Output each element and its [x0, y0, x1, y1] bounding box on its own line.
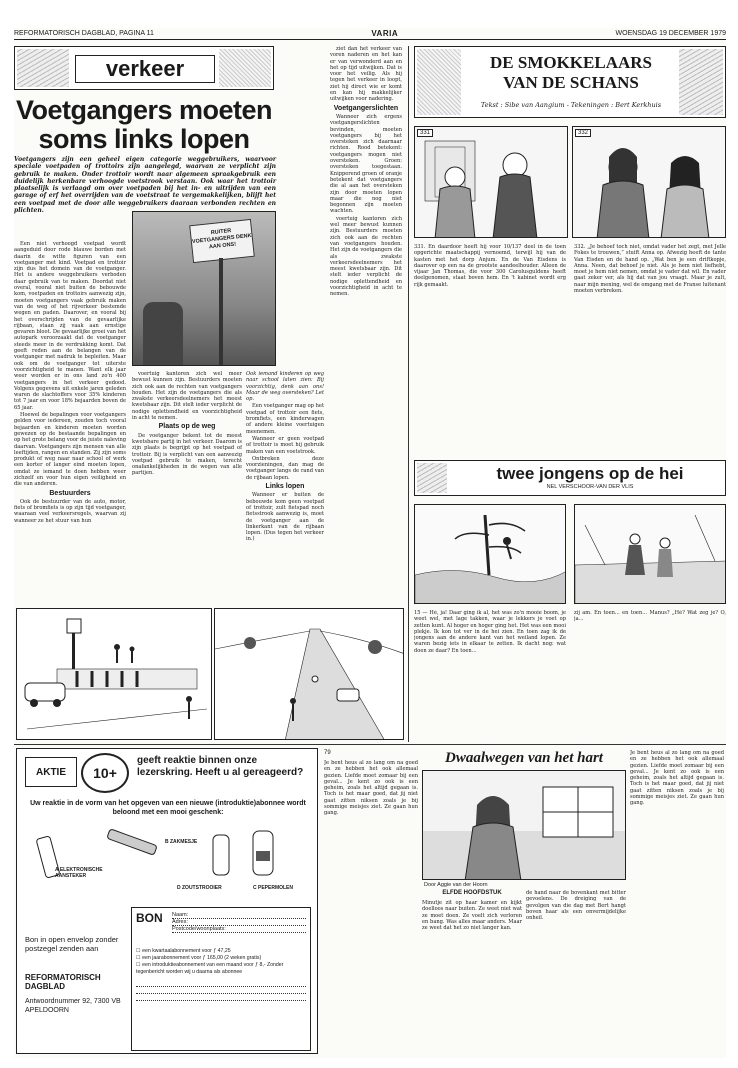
option-kwartaal[interactable] — [136, 948, 306, 955]
aktie-tag — [81, 753, 129, 793]
gift-b-label: B ZAKMESJE — [165, 839, 198, 845]
col1-para-1: Een niet verhoogd voetpad wordt aangeduid door rode blauwe borden met daarin de witte figuren van een voetganger met kind. Voetpad en trottoir zijn dus het domein van de voetganger. Het is andere weggebruikers verboden daar gebruik van te maken. Doordat niet overal, vooral niet buiten de bebouwde kom, voetpaden en trottoirs aanwezig zijn, moeten voetgangers vaak gebruik maken van de weg of het rijverkeer bestemde wegen en paden. Daarover, en vooral bij het overschrijden van de gevaarlijke rijbaan, staan zij vaak aan ernstige gevaren bloot. De gevaarlijke groei van het autopark veroorzaakt dat de voetganger steeds meer in de verdrukking komt. Dat geeft reden aan de belangen van de voetganger met nadruk te bepleiten. Maar ook om de voetganger tot uiterste voorzichtigheid te manen. Want elk jaar weer worden er in ons land zo'n 400 voetgangers in het verkeer gedood. Volgens gegevens uit enkele jaren geleden waren de slachtoffers voor 35% kinderen tot 7 jaar en voor 18% bejaarden boven de 65 jaar. — [14, 241, 126, 411]
jongens-panel-right — [574, 504, 726, 604]
aktie-advertisement — [16, 748, 318, 1054]
jongens-comic — [414, 460, 726, 742]
street-crossing-drawing — [17, 609, 212, 740]
comic-panel-332 — [572, 126, 726, 238]
option-jaar[interactable] — [136, 955, 306, 962]
panel-332-drawing — [573, 127, 726, 238]
dwaalwegen-title: Dwaalwegen van het hart — [445, 750, 603, 766]
smokkelaars-banner — [414, 46, 726, 118]
checkbox-icon: ☐ — [136, 955, 143, 961]
aktie-headline: geeft reaktie binnen onze lezerskring. Heeft u al gereageerd? — [137, 755, 304, 778]
photo-sign: RUITER VOETGANGERS DENK AAN ONS! — [189, 219, 255, 263]
subhead-voetgangerslichten: Voetgangerslichten — [333, 104, 399, 112]
col4-para-3: voertuig kantoren zich wel meer bewust kunnen zijn. Bestuurders moeten zich ook aan de rechten van voetgangers houden. Het zijn de voetgangers die als zwakste verkeersdeelnemers het meest kwetsbaar zijn. Dit stelt ieder verplicht de nodige oplettendheid en voorzichtigheid in acht te nemen. — [330, 215, 402, 298]
verkeer-banner-label: verkeer — [105, 56, 185, 81]
field-postcode[interactable] — [172, 926, 306, 933]
verkeer-headline — [14, 96, 274, 154]
field-postcode-label: Postcode/woonplaats: — [172, 926, 226, 932]
verkeer-col-4 — [330, 46, 402, 601]
aktie-tab-label: AKTIE — [36, 766, 66, 778]
photo-caption: Ook iemand kinderen op weg naar school laten zien: Bij voorzichtig, denk aan ons! Maar de weg oversteken? Let op. — [246, 371, 324, 403]
col2-para-1: voertuig kantoren zich wel meer bewust kunnen zijn. Bestuurders moeten zich ook aan de rechten van voetgangers houden. Het zijn de voetgangers die als zwakste verkeersdeelnemers het meest kwetsbaar zijn. Dit stelt ieder verplicht de nodige oplettendheid en voorzichtigheid in acht te nemen. — [132, 371, 242, 422]
dwaalwegen-illustration — [422, 770, 626, 880]
send-to-org: REFORMATORISCH DAGBLAD — [25, 973, 101, 991]
checkbox-icon: ☐ — [136, 948, 143, 954]
bullet-2: Wanneer er geen voetpad of trottoir is moet hij gebruik maken van een voetstrook. — [246, 435, 324, 455]
jongens-panel-left-drawing — [415, 505, 566, 604]
option-introduktie-label: een introduktieabonnement van een maand voor ƒ 8,- Zonder tegenbericht worden wij u daarna als abonnee — [136, 962, 284, 975]
col3-para-1: Wanneer er buiten de bebouwde kom geen voetpad of trottoir, zult fietspad noch fietsstrook aanwezig is, moet de voetganger aan de linkerkant van de rijbaan lopen. (Dus tegen het verkeer in.) — [246, 492, 324, 543]
verkeer-col-2 — [132, 371, 242, 601]
dwaalwegen-col-3: de hand naar de bovenkant met bitter gevoelens. De dreiging van de gevolgen van die dag met Bert hangt boven haar als een onvermijdelijke onheil. — [526, 890, 626, 922]
verkeer-illustration-left — [16, 608, 212, 740]
col2-para-2: De voetganger bekent tot de meest kwetsbare partij in het verkeer. Daarom is zijn plaats is begrijpt op het voetpad of trottoir. Bij is verplicht van een aanwezig voetpad gebruik te maken, terecht onafankelijkheden in de wegen van alle partijen. — [132, 432, 242, 477]
verkeer-col-3 — [246, 371, 324, 601]
gift-c-label: C PEPERMOLEN — [253, 885, 294, 891]
bullet-3: Ontbreken deze voorzieningen, dan mag de voetganger langs de rand van de rijbaan lopen. — [246, 455, 324, 481]
option-introduktie[interactable] — [136, 962, 306, 976]
comic-title-line-2: VAN DE SCHANS — [503, 73, 639, 92]
panel-331-drawing — [415, 127, 568, 238]
jongens-byline: NEL VERSCHOOR-VAN DER VLIS — [546, 484, 634, 490]
jongens-panel-left — [414, 504, 566, 604]
bon-form — [131, 907, 311, 1051]
subhead-bestuurders: Bestuurders — [49, 489, 91, 497]
dwaalwegen-subtitle: ELFDE HOOFDSTUK — [442, 890, 502, 896]
verkeer-banner — [14, 46, 274, 90]
dwaalwegen-article — [322, 748, 726, 1054]
jongens-title: twee jongens op de hei — [496, 464, 684, 483]
checkbox-icon: ☐ — [136, 962, 143, 968]
field-address-label: Adres: — [172, 919, 188, 925]
comic-credits: Tekst : Sibe van Aangium - Tekeningen : Bert Kerkhuis — [480, 101, 662, 109]
masthead — [14, 28, 726, 40]
masthead-date: WOENSDAG 19 DECEMBER 1979 — [615, 30, 726, 37]
bon-title: BON — [136, 911, 163, 925]
verkeer-article — [14, 46, 404, 606]
verkeer-lead: Voetgangers zijn een geheel eigen categorie weggebruikers, waarvoor speciale voetpaden of trottoirs zijn aangelegd, waarvan ze verplicht zijn gebruik te maken. Onder trottoir wordt naar algemeen spraakgebruik een duidelijk herkenbare verhoogde voetstrook verstaan. Ook waar het trottoir plaatselijk is verlaagd om over voetpaden bij het in- en uitrijden van een garage of erf het overrijden van de voetstraat te vergemakkelijken, blijft het een voetpad met de door alle weggebruikers daaraan verbonden rechten en plichten. — [14, 156, 276, 215]
verkeer-col-1 — [14, 241, 126, 601]
headline-line-2: soms links lopen — [38, 124, 250, 154]
col1-para-3: Ook de bestuurder van de auto, motor, fiets of bromfiets is op zijn tijd voetganger, waaraan veel verkeersregels, waarvan zij wanneer ze het stuur van hun — [14, 498, 126, 524]
comic-text-331: 331. En daardoor heeft hij voor 10/137 deel in de toen opgerichte maatschappij vernoemd, terwijl hij van de kasten met het dorp Anjum. En de Van Eisdens is daarover op een na de grootste aandeelhouder. Alleen de vijaar Jan Thomas, die voor 300 Carolusguldens heeft deelgenomen, staat boven hem. En 't kabinet wordt erg rijk gemaakt. — [414, 244, 566, 288]
field-name[interactable] — [172, 912, 306, 919]
subhead-links: Links lopen — [265, 483, 305, 491]
comic-panel-331 — [414, 126, 568, 238]
dwaalwegen-col-2: Minutje zit op haar kamer en kijkt doelloos naar buiten. Ze weet niet wat ze moet doen. Ze voelt zich verloren en bang. Was alles maar anders. Maar ze weet dat het zo niet langer kan. — [422, 900, 522, 932]
jongens-text-left: 15 — Hè, ja! Daar ging ik al, het was zo'n mooie boom, je weet wel, met lage takken, waar je lekkers je voet op zetten kunt. Al hoger en hoger ging het. Het was een mooi plekje. Ik kon tot ver in de hei zien. En toen zag ik de jongens aan de andere kant van het weiland lopen. Ze waren bezig iets in elkaar te zetten. Ik dacht nog: wat doen ze daar? En toen... — [414, 610, 566, 654]
dwaalwegen-col-1: Je bent heus al zo lang om na goed en ze hebben het ook allemaal gezien. Liefde moet zomaar bij een geval... Je kent zo ook is een geheim, zoals het altijd gegaan is. Toch is het maar goed, dat jij niet gaat zitten niksen zoals je bij sommige meisjes ziet. Ze gaan hun gang. — [324, 760, 418, 817]
comic-title-line-1: DE SMOKKELAARS — [490, 53, 652, 72]
jongens-text-right: zij am. En toen... en toen... Manus? „Hè? Wat zeg je? O, ja... — [574, 610, 726, 623]
send-to-text: Bon in open envelop zonder postzegel zenden aan — [25, 935, 119, 953]
field-name-label: Naam: — [172, 912, 189, 918]
subhead-plaats: Plaats op de weg — [158, 423, 216, 431]
dwaalwegen-page-number: 79 — [324, 750, 331, 756]
option-jaar-label: een jaarabonnement voor ƒ 165,00 (2 weken gratis) — [142, 955, 262, 961]
dwaalwegen-drawing — [423, 771, 626, 880]
col1-para-2: Hoewel de bepalingen voor voetgangers gelden voor iedereen, zouden toch vooral bejaarden en kinderen moeten worden gewezen op de bestaande bepalingen en op het grote belang voor de juiste naleving daarvan. Voetgangers zijn mensen van alle leeftijden, rangen en standen. Zij zijn soms produkt of weg naar naar school of werk een korter of langer eind moeten lopen, omdat ze iemand te doen hebben weer zichzelf en voor hun eigen veiligheid en die van anderen. — [14, 412, 126, 488]
jongens-banner — [414, 460, 726, 496]
gift-d-label: D ZOUTSTROOIER — [177, 885, 222, 891]
aktie-tag-label: 10+ — [93, 765, 117, 781]
jongens-panel-right-drawing — [575, 505, 726, 604]
aktie-intro: Uw reaktie in de vorm van het opgeven van een nieuwe (introduktie)abonnee wordt beloond met een mooi geschenk: — [30, 800, 306, 816]
panel-number-331: 331 — [417, 129, 433, 137]
masthead-left: REFORMATORISCH DAGBLAD, PAGINA 11 — [14, 30, 154, 37]
field-address[interactable] — [172, 919, 306, 926]
verkeer-photo — [132, 211, 276, 366]
panel-number-332: 332 — [575, 129, 591, 137]
col4-para-1: ziet dan het verkeer van voren naderen en het kan er van verwonderd aan en het op tijd uitwijken. Dat is voor het veilig. Als hij tegen het verkeer in loopt, ziet hij direct wie er komt en kan hij makkelijker uitwijken voor nadering. — [330, 46, 402, 103]
col4-para-2: Wanneer zich ergens voetgangerslichten bevinden, moeten voetgangers bij het oversteken zich daarnaar richten. Rood betekent: voetgangers mogen niet oversteken. Groen: oversteken toegestaan. Knipperend groen of oranje betekent dat voetgangers die al aan het oversteken zijn door moeten lopen maar die nog niet begonnen zijn moeten wachten. — [330, 113, 402, 215]
verkeer-illustration-right — [214, 608, 404, 740]
aktie-tab — [25, 757, 77, 787]
country-road-drawing — [215, 609, 404, 740]
dwaalwegen-col-4: Je bent heus al zo lang om na goed en ze hebben het ook allemaal gezien. Liefde moet zomaar bij een geval... Je kent zo ook is een geheim, zoals het altijd gegaan is. Toch is het maar goed, dat jij niet gaat zitten niksen zoals je bij sommige meisjes ziet. Ze gaan hun gang. — [630, 750, 724, 807]
dwaalwegen-byline: Door Aggie van der Hoorn — [424, 882, 488, 888]
bullet-1: Een voetganger mag op het voetpad of trottoir een fiets, bromfiets, een kinderwagen of andere kleine voertuigen meenemen. — [246, 403, 324, 435]
send-to-address: Antwoordnummer 92, 7300 VB APELDOORN — [25, 998, 121, 1014]
gift-a-label: A ELEKTRONISCHE AANSTEKER — [55, 867, 103, 879]
headline-line-1: Voetgangers moeten — [15, 95, 273, 125]
option-kwartaal-label: een kwartaalabonnement voor ƒ 47,25 — [142, 948, 231, 954]
masthead-section: VARIA — [371, 29, 399, 38]
gifts-drawing — [23, 821, 313, 895]
comic-text-332: 332. „Je behoef toch niet, omdat vader het zegt, met Jelle Fokes te trouwen,” stuift Anna op. Afwezig heeft de tante Van Eisden en de hand op. „Wat ben je een driftkopje, Anna. Neen, dat behoef je niet. Als je hem niet liefhebt, moet je hem niet nemen, omdat je vader dat wil. En vader gaat zeker ver, als hij dat van jou vraagt. Maar je zult, naar mijn mening, wel de omgang met de Franse luitenant moeten verbreken. — [574, 244, 726, 295]
smokkelaars-comic — [414, 46, 726, 456]
